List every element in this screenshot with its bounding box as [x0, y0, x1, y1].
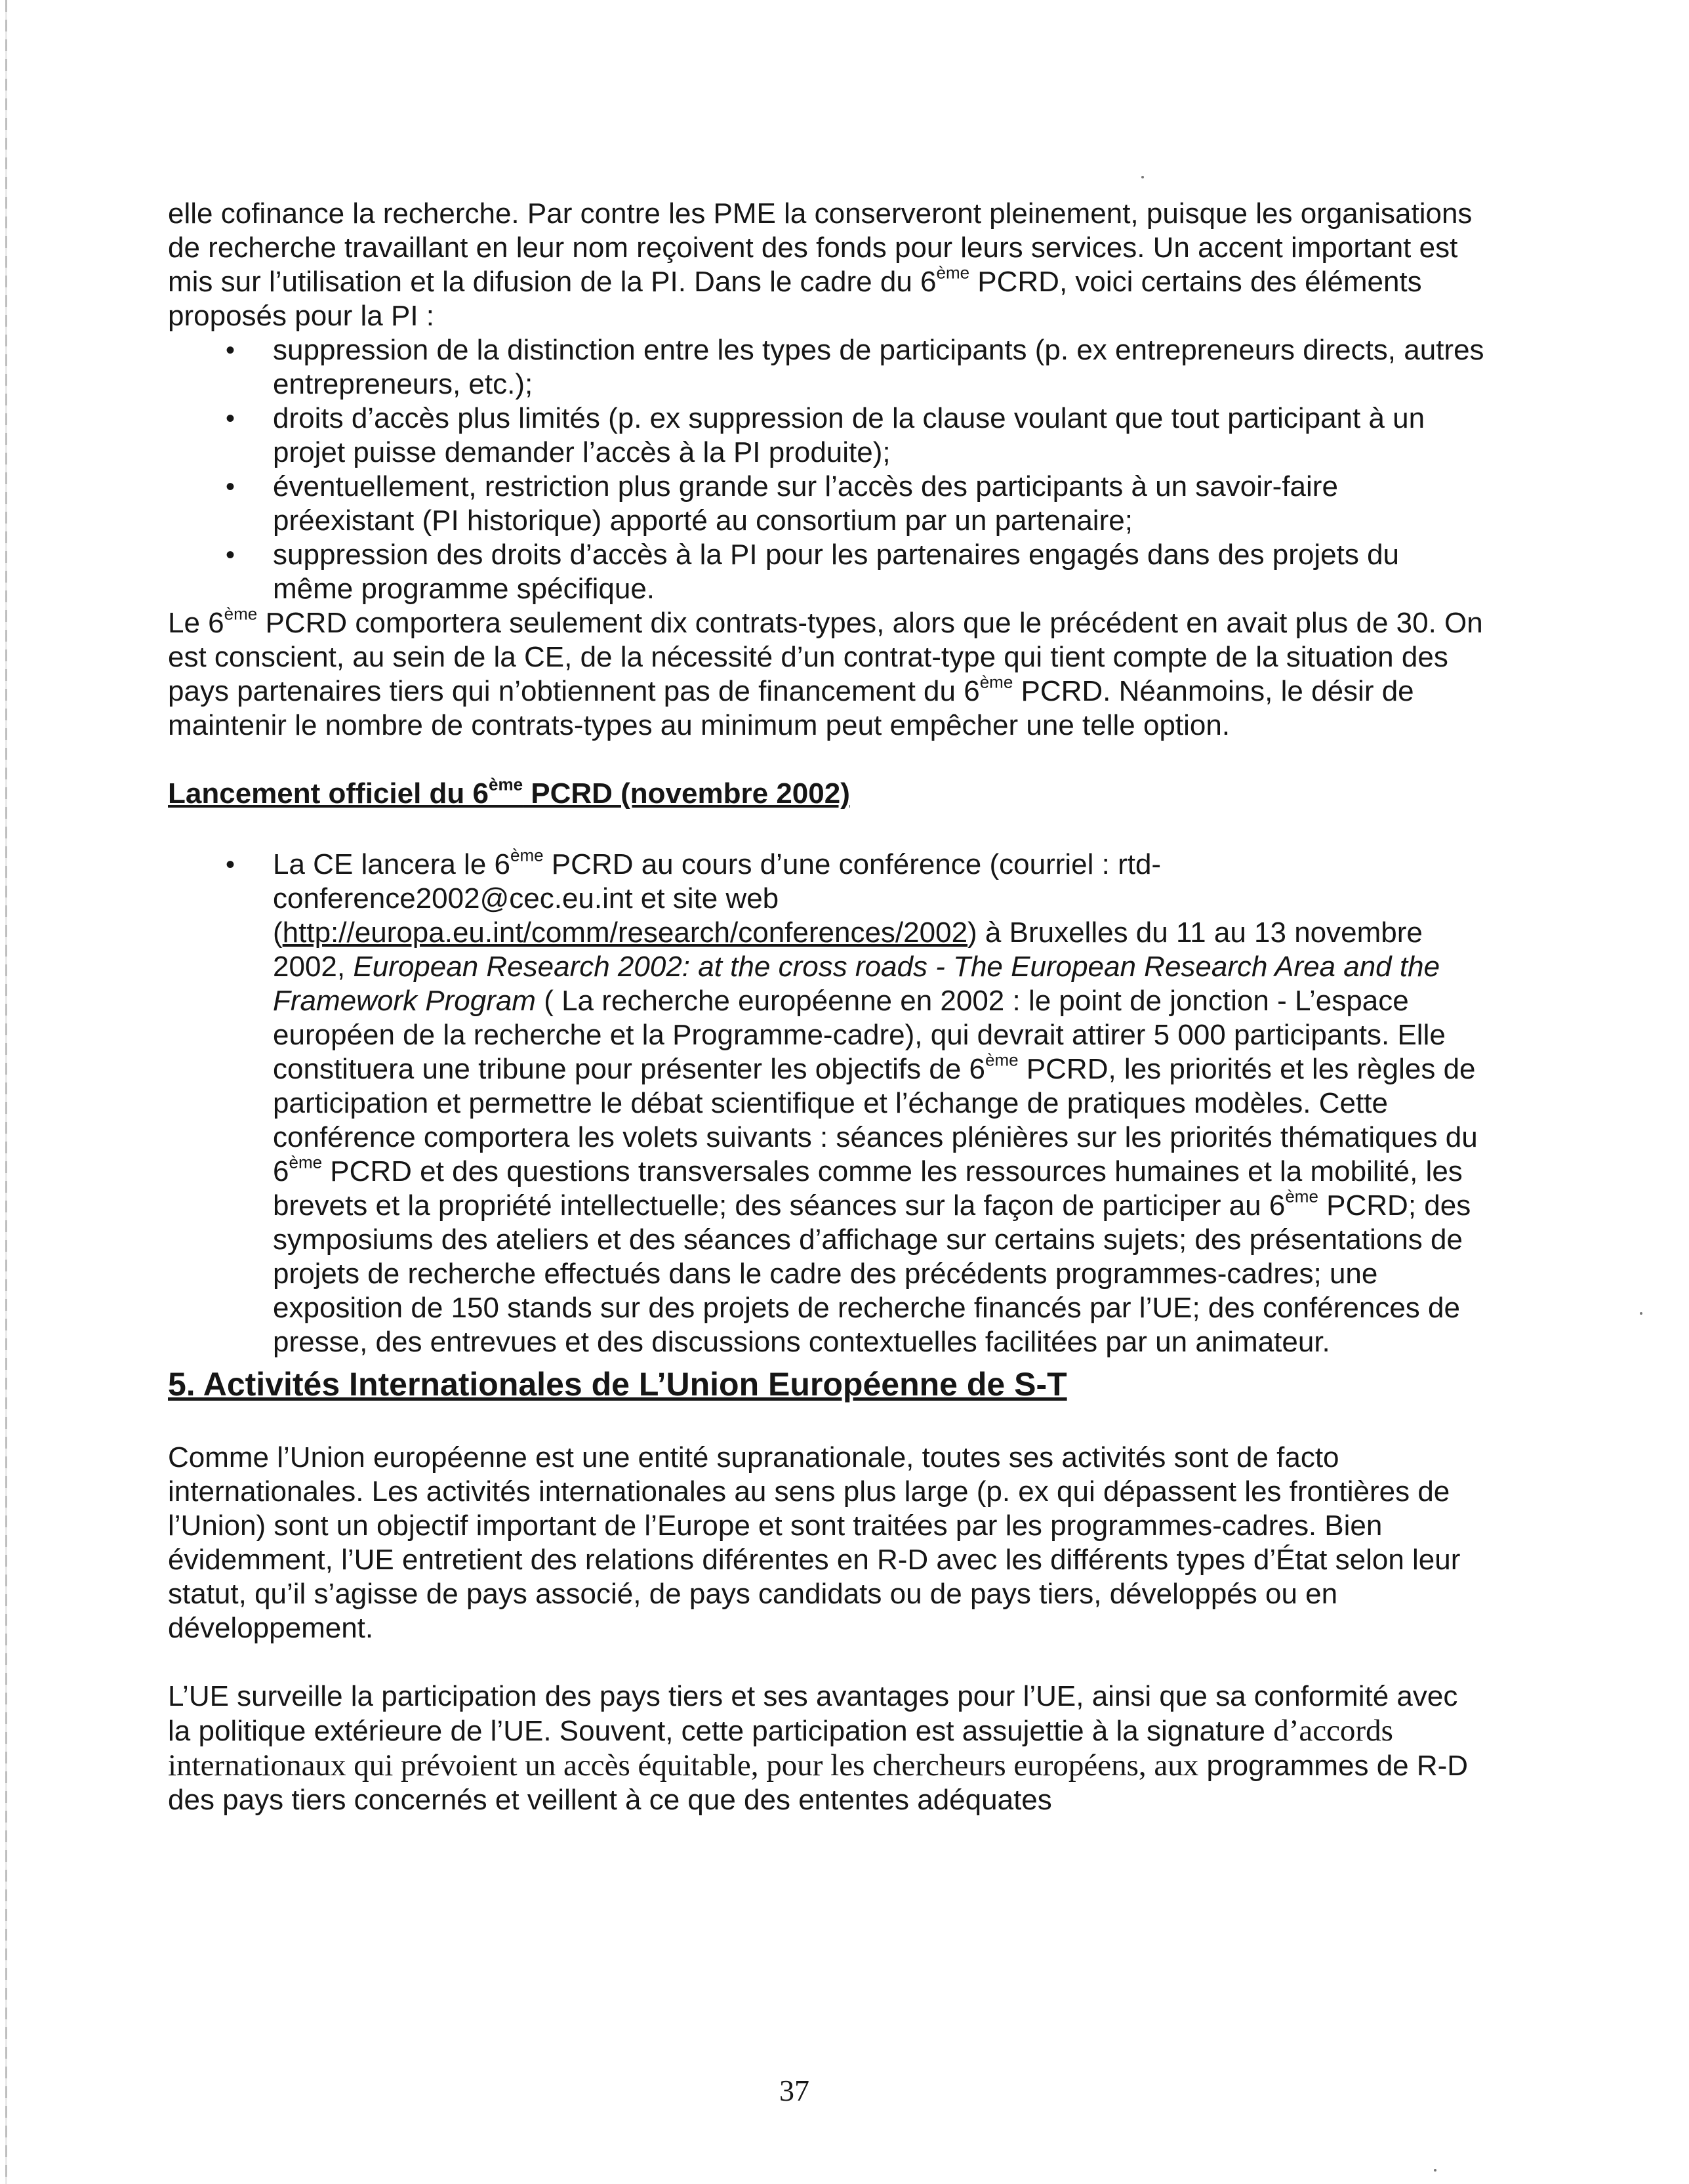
launch-heading: [168, 774, 1486, 811]
contracts-paragraph: [168, 606, 1486, 743]
launch-heading-text-1: Lancement officiel du 6: [168, 777, 489, 810]
superscript: ème: [979, 672, 1013, 692]
page-number: 37: [779, 2074, 809, 2107]
superscript: ème: [1285, 1186, 1318, 1206]
conference-text: PCRD, les priorités et les règles de participation et permettre le débat scientifique et l’échange de pratiques modèles. Cette conférence comportera les volets suivants : séances plénières sur les priorités thématiques du 6: [273, 1053, 1478, 1187]
list-item: [168, 845, 1486, 1359]
superscript: ème: [936, 262, 970, 283]
conference-website-link[interactable]: http://europa.eu.int/comm/research/conferences/2002: [282, 917, 968, 949]
contracts-text-3: PCRD. Néanmoins, le désir de maintenir le nombre de contrats-types au minimum peut empêcher une telle option.: [168, 675, 1414, 741]
bullet-icon: •: [226, 336, 235, 365]
bullet-text: suppression de la distinction entre les types de participants (p. ex entrepreneurs directs, autres entrepreneurs, etc.);: [273, 334, 1484, 400]
intro-text-1: elle cofinance la recherche. Par contre les PME la conserveront pleinement, puisque les organisations de recherche travaillant en leur nom reçoivent des fonds pour leurs services. Un accent important est mis sur l’utilisation et la difusion de la PI. Dans le cadre du 6: [168, 197, 1473, 298]
scan-edge: [5, 0, 7, 2184]
list-item: [168, 333, 1486, 402]
section5-paragraph-2: [168, 1679, 1486, 1817]
document-page: [168, 197, 1486, 1817]
intro-paragraph: [168, 197, 1486, 333]
intro-text-2: PCRD, voici certains des éléments proposés pour la PI :: [168, 266, 1422, 332]
conference-bullet-list: [168, 845, 1486, 1359]
launch-heading-text-2: PCRD (novembre 2002): [523, 777, 850, 810]
superscript: ème: [289, 1152, 323, 1172]
list-item: [168, 470, 1486, 538]
conference-text: PCRD et des questions transversales comme les ressources humaines et la mobilité, les brevets et la propriété intellectuelle; des séances sur la façon de participer au 6: [273, 1155, 1463, 1222]
conference-text: ) à Bruxelles du 11 au 13 novembre 2002,: [273, 917, 1423, 983]
section5-heading: 5. Activités Internationales de L’Union Européenne de S-T: [168, 1366, 1067, 1403]
section5-text: programmes de R-D des pays tiers concernés et veillent à ce que des ententes adéquates: [168, 1750, 1469, 1816]
list-item: [168, 402, 1486, 470]
section5-paragraph-1: Comme l’Union européenne est une entité supranationale, toutes ses activités sont de facto internationales. Les activités internationales au sens plus large (p. ex qui dépassent les frontières de l’Union) sont un objectif important de l’Europe et sont traitées par les programmes-cadres. Bien évidemment, l’UE entretient des relations diférentes en R-D avec les différents types d’État selon leur statut, qu’il s’agisse de pays associé, de pays candidats ou de pays tiers, développés ou en développement.: [168, 1441, 1461, 1644]
bullet-icon: •: [226, 541, 235, 569]
contracts-text-1: Le 6: [168, 607, 224, 639]
conference-text: PCRD; des symposiums des ateliers et des séances d’affichage sur certains sujets; des présentations de projets de recherche effectués dans le cadre des précédents programmes-cadres; une exposition de 150 stands sur des projets de recherche financés par l’UE; des conférences de presse, des entrevues et des discussions contextuelles facilitées par un animateur.: [273, 1189, 1471, 1358]
conference-title-italic: European Research 2002: at the cross roads - The European Research Area and the Framework Program: [273, 951, 1440, 1017]
bullet-text: suppression des droits d’accès à la PI pour les partenaires engagés dans des projets du même programme spécifique.: [273, 539, 1400, 605]
pi-bullet-list: [168, 333, 1486, 606]
conference-text: La CE lancera le 6: [273, 848, 510, 880]
bullet-icon: •: [226, 850, 235, 879]
superscript: ème: [985, 1050, 1019, 1070]
contracts-text-2: PCRD comportera seulement dix contrats-types, alors que le précédent en avait plus de 30. On est conscient, au sein de la CE, de la nécessité d’un contrat-type qui tient compte de la situation des pays partenaires tiers qui n’obtiennent pas de financement du 6: [168, 607, 1483, 707]
bullet-icon: •: [226, 472, 235, 501]
section5-text: L’UE surveille la participation des pays tiers et ses avantages pour l’UE, ainsi que sa conformité avec la politique extérieure de l’UE. Souvent, cette participation est assujettie à la signature: [168, 1680, 1458, 1747]
bullet-icon: •: [226, 404, 235, 433]
list-item: [168, 538, 1486, 606]
conference-text: ( La recherche européenne en 2002 : le point de jonction - L’espace européen de la recherche et la Programme-cadre), qui devrait attirer 5 000 participants. Elle constituera une tribune pour présenter les objectifs de 6: [273, 985, 1446, 1085]
bullet-text: droits d’accès plus limités (p. ex suppression de la clause voulant que tout participant à un projet puisse demander l’accès à la PI produite);: [273, 402, 1425, 468]
superscript: ème: [224, 604, 258, 624]
scan-speck: [1141, 176, 1144, 178]
conference-text: PCRD au cours d’une conférence (courriel : rtd-conference2002@cec.eu.int et site web (: [273, 848, 1162, 949]
superscript: ème: [488, 774, 523, 794]
bullet-text: éventuellement, restriction plus grande sur l’accès des participants à un savoir-faire préexistant (PI historique) apporté au consortium par un partenaire;: [273, 470, 1338, 537]
scan-speck: [1640, 1312, 1642, 1315]
section5-serif-text: d’accords internationaux qui prévoient un accès équitable, pour les chercheurs européens, aux: [168, 1714, 1393, 1782]
superscript: ème: [510, 845, 544, 865]
scan-speck: [1434, 2169, 1436, 2172]
